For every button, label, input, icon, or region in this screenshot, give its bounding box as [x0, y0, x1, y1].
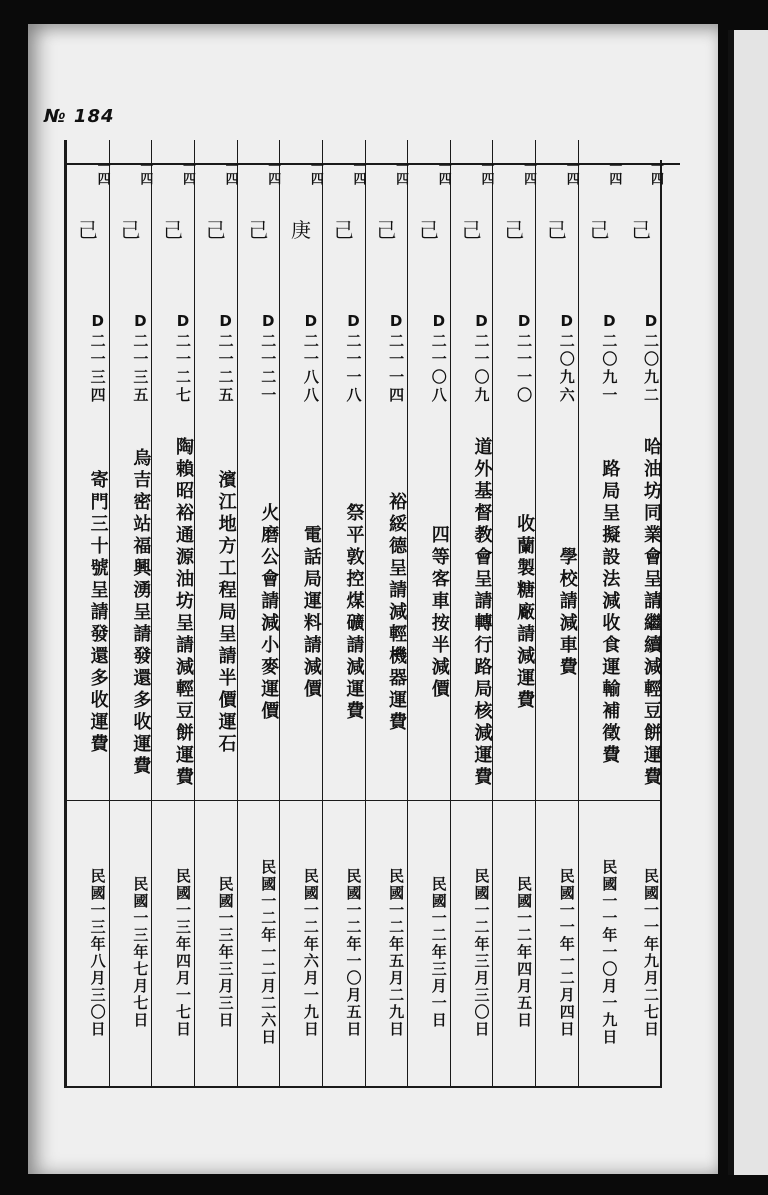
- class-mark: 己: [205, 218, 226, 242]
- file-subject: 烏吉密站福興湧呈請發還多收運費: [130, 448, 152, 778]
- file-date: 民國一二年一二月二六日: [238, 800, 280, 1086]
- file-subject: 寄門三十號呈請發還多收運費: [87, 470, 109, 756]
- volume-number: 一四: [222, 159, 238, 185]
- volume-number: 一四: [350, 159, 366, 185]
- file-date: 民國一一年九月二七日: [620, 800, 662, 1086]
- table-row: [109, 140, 152, 1086]
- file-code: D二一一〇: [515, 311, 534, 405]
- file-subject: 火磨公會請減小麥運價: [258, 503, 280, 723]
- file-subject: 路局呈擬設法減收食運輸補徵費: [599, 459, 621, 767]
- table-row: [322, 140, 365, 1086]
- file-date: 民國一三年四月一七日: [152, 800, 194, 1086]
- table-row: [194, 140, 237, 1086]
- volume-number: 一四: [648, 159, 663, 185]
- file-subject: 收蘭製糖廠請減運費: [514, 514, 536, 712]
- file-subject: 陶賴昭裕通源油坊呈請減輕豆餅運費: [172, 437, 194, 789]
- file-code: D二一二五: [216, 311, 235, 405]
- file-date: 民國一三年八月三〇日: [67, 800, 109, 1086]
- file-date: 民國一三年七月七日: [110, 800, 152, 1086]
- file-date: 民國一二年六月一九日: [280, 800, 322, 1086]
- table-row: [620, 140, 662, 1086]
- page-number: № 184: [44, 106, 115, 127]
- volume-number: 一四: [435, 159, 451, 185]
- file-code: D二〇九一: [600, 311, 619, 405]
- file-code: D二一三五: [131, 311, 150, 405]
- file-subject: 哈油坊同業會呈請繼續減輕豆餅運費: [641, 437, 662, 789]
- adjacent-page-edge: [728, 30, 768, 1175]
- file-subject: 四等客車按半減價: [428, 525, 450, 701]
- class-mark: 己: [461, 218, 482, 242]
- volume-number: 一四: [563, 159, 579, 185]
- file-date: 民國一一年一二月四日: [536, 800, 578, 1086]
- file-subject: 學校請減車費: [556, 547, 578, 679]
- volume-number: 一四: [94, 159, 110, 185]
- table-row: [450, 140, 493, 1086]
- file-code: D二一三四: [88, 311, 107, 405]
- class-mark: 己: [163, 218, 184, 242]
- file-code: D二〇九二: [642, 311, 660, 405]
- class-mark: 己: [418, 218, 439, 242]
- class-mark: 己: [77, 218, 98, 242]
- table-row: [365, 140, 408, 1086]
- file-subject: 祭平敦控煤礦請減運費: [343, 503, 365, 723]
- file-code: D二一〇八: [429, 311, 448, 405]
- table-row: [66, 140, 109, 1086]
- file-subject: 電話局運料請減價: [300, 525, 322, 701]
- volume-number: 一四: [478, 159, 494, 185]
- file-date: 民國一三年三月三日: [195, 800, 237, 1086]
- class-mark: 己: [504, 218, 525, 242]
- file-code: D二一一八: [344, 311, 363, 405]
- class-mark: 己: [589, 218, 610, 242]
- table-row: [492, 140, 535, 1086]
- class-mark: 庚: [291, 218, 312, 242]
- volume-number: 一四: [265, 159, 281, 185]
- class-mark: 己: [333, 218, 354, 242]
- file-code: D二一二七: [173, 311, 192, 405]
- file-date: 民國一一年一〇月一九日: [579, 800, 621, 1086]
- table-row: [578, 140, 621, 1086]
- volume-number: 一四: [606, 159, 622, 185]
- volume-number: 一四: [179, 159, 195, 185]
- file-code: D二〇九六: [557, 311, 576, 405]
- file-subject: 道外基督教會呈請轉行路局核減運費: [471, 437, 493, 789]
- table-row: [151, 140, 194, 1086]
- class-mark: 己: [631, 218, 652, 242]
- file-date: 民國一二年一〇月五日: [323, 800, 365, 1086]
- table-row: [407, 140, 450, 1086]
- class-mark: 己: [546, 218, 567, 242]
- file-subject: 裕綏德呈請減輕機器運費: [386, 492, 408, 734]
- file-code: D二一八八: [301, 311, 320, 405]
- file-subject: 濱江地方工程局呈請半價運石: [215, 470, 237, 756]
- volume-number: 一四: [393, 159, 409, 185]
- table-row: [237, 140, 280, 1086]
- volume-number: 一四: [521, 159, 537, 185]
- volume-number: 一四: [307, 159, 323, 185]
- class-mark: 己: [120, 218, 141, 242]
- ledger-table: [64, 140, 662, 1088]
- file-date: 民國一二年三月一日: [408, 800, 450, 1086]
- volume-number: 一四: [137, 159, 153, 185]
- class-mark: 己: [376, 218, 397, 242]
- file-code: D二一一四: [387, 311, 406, 405]
- file-code: D二一〇九: [472, 311, 491, 405]
- file-date: 民國一二年五月二九日: [366, 800, 408, 1086]
- class-mark: 己: [248, 218, 269, 242]
- table-row: [535, 140, 578, 1086]
- file-date: 民國一二年四月五日: [493, 800, 535, 1086]
- file-date: 民國一二年三月三〇日: [451, 800, 493, 1086]
- table-row: [279, 140, 322, 1086]
- file-code: D二一二一: [259, 311, 278, 405]
